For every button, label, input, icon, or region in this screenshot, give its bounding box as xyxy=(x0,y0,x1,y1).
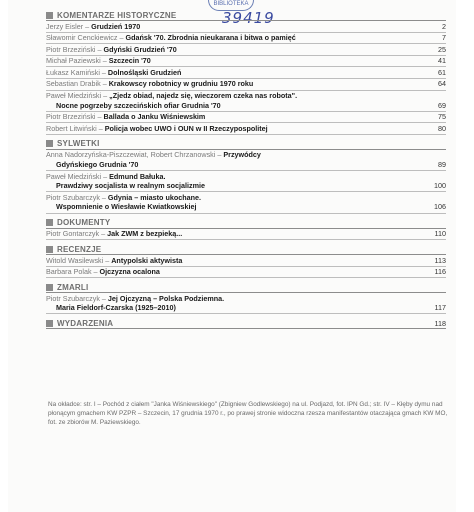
entry-title: Szczecin '70 xyxy=(108,56,151,66)
page-number: 69 xyxy=(438,100,446,110)
library-stamp: BIBLIOTEKA xyxy=(208,0,254,11)
toc-entry xyxy=(46,256,446,267)
section-square-icon xyxy=(46,140,53,147)
toc-entry xyxy=(46,91,446,112)
entry-author: Piotr Brzeziński – xyxy=(46,44,102,54)
entry-title: Edmund Bałuka. xyxy=(109,171,166,181)
entry-title: Krakowscy robotnicy w grudniu 1970 roku xyxy=(108,79,254,89)
toc-entry xyxy=(46,294,446,315)
page-number: 117 xyxy=(434,303,446,313)
page-number: 7 xyxy=(442,33,446,43)
page-number: 116 xyxy=(434,267,446,277)
toc-entry xyxy=(46,229,446,240)
toc-entry xyxy=(46,112,446,123)
toc-entry xyxy=(46,45,446,56)
table-of-contents xyxy=(46,10,446,329)
section-square-icon xyxy=(46,284,53,291)
section-title: SYLWETKI xyxy=(57,139,100,149)
entry-title: Przywódcy xyxy=(223,150,261,160)
entry-title: Policja wobec UWO i OUN w II Rzeczypospolitej xyxy=(104,123,268,133)
page-number: 25 xyxy=(438,44,446,54)
section-header xyxy=(46,139,446,150)
page-number: 80 xyxy=(438,123,446,133)
entry-author: Jerzy Eisler – xyxy=(46,21,90,31)
entry-author: Michał Paziewski – xyxy=(46,56,107,66)
section-square-icon xyxy=(46,320,53,327)
entry-author: Piotr Gontarczyk – xyxy=(46,229,106,238)
entry-title: Gdyński Grudzień '70 xyxy=(103,44,177,54)
page-number: 106 xyxy=(434,202,446,212)
entry-title-continued: Maria Fieldorf-Czarska (1925–2010) xyxy=(56,303,176,313)
toc-entry xyxy=(46,22,446,33)
page-number: 113 xyxy=(434,255,446,265)
section-header xyxy=(46,318,446,329)
entry-author: Piotr Brzeziński – xyxy=(46,112,102,122)
page-number: 64 xyxy=(438,79,446,89)
section-square-icon xyxy=(46,246,53,253)
entry-author: Barbara Polak – xyxy=(46,267,98,277)
entry-author: Paweł Miedziński – xyxy=(46,91,108,101)
toc-entry xyxy=(46,150,446,171)
toc-entry xyxy=(46,68,446,79)
section-header xyxy=(46,282,446,293)
entry-title: Ballada o Janku Wiśniewskim xyxy=(103,112,206,122)
entry-title: Antypolski aktywista xyxy=(111,255,183,265)
toc-entry xyxy=(46,124,446,135)
entry-title-continued: Wspomnienie o Wiesławie Kwiatkowskiej xyxy=(56,202,197,212)
section-title: WYDARZENIA xyxy=(57,318,114,328)
entry-title-continued: Prawdziwy socjalista w realnym socjalizmie xyxy=(56,181,206,191)
section-header xyxy=(46,10,446,21)
toc-entry xyxy=(46,267,446,278)
section-title: KOMENTARZE HISTORYCZNE xyxy=(57,10,177,20)
entry-author: Łukasz Kamiński – xyxy=(46,67,106,77)
entry-author: Witold Wasilewski – xyxy=(46,255,110,265)
toc-entry xyxy=(46,172,446,193)
page-number: 89 xyxy=(438,160,446,170)
section-title: RECENZJE xyxy=(57,244,102,254)
entry-title: Jak ZWM z bezpieką... xyxy=(107,229,183,238)
section-header xyxy=(46,218,446,229)
section-title: ZMARLI xyxy=(57,282,89,292)
toc-entry xyxy=(46,193,446,214)
page-number: 110 xyxy=(434,229,446,238)
entry-author: Sławomir Cenckiewicz – xyxy=(46,33,124,43)
entry-author: Paweł Miedziński – xyxy=(46,171,108,181)
entry-author: Sebastian Drabik – xyxy=(46,79,107,89)
entry-author: Piotr Szubarczyk – xyxy=(46,192,106,202)
handwritten-number: 39419 xyxy=(222,9,275,27)
entry-title: Jej Ojczyzną – Polska Podziemna. xyxy=(107,293,225,303)
entry-title: Dolnośląski Grudzień xyxy=(107,67,182,77)
entry-author: Robert Litwiński – xyxy=(46,123,103,133)
toc-entry xyxy=(46,56,446,67)
page-number: 118 xyxy=(434,318,446,328)
page-number: 100 xyxy=(434,181,446,191)
page-number: 41 xyxy=(438,56,446,66)
entry-title: Gdynia – miasto ukochane. xyxy=(107,192,201,202)
entry-title: Grudzień 1970 xyxy=(91,21,141,31)
entry-title-continued: Nocne pogrzeby szczecińskich ofiar Grudnia '70 xyxy=(56,100,221,110)
cover-note: Na okładce: str. I – Pochód z ciałem "Janka Wiśniewskiego" (Zbigniew Godlewskiego) na ul. Podjazd, fot. IPN Gd.; str. IV – Kłęby dymu nad płonącym gmachem KW PZPR – Szczecin, 17 grudnia 1970 r., po prawej stronie widoczna rzesza manifestantów otaczająca gmach KW MO, fot. ze zbiorów M. Paziewskiego. xyxy=(48,401,448,426)
page-number: 61 xyxy=(438,67,446,77)
page-number: 2 xyxy=(442,21,446,31)
toc-entry xyxy=(46,33,446,44)
section-square-icon xyxy=(46,219,53,226)
section-title: DOKUMENTY xyxy=(57,218,111,227)
entry-author: Anna Nadorzyńska-Piszczewiat, Robert Chrzanowski – xyxy=(46,150,222,160)
entry-title: Gdańsk '70. Zbrodnia nieukarana i bitwa o pamięć xyxy=(125,33,296,43)
toc-entry xyxy=(46,79,446,90)
magazine-page xyxy=(8,0,456,512)
page-number: 75 xyxy=(438,112,446,122)
entry-title-continued: Gdyńskiego Grudnia '70 xyxy=(56,160,139,170)
entry-author: Piotr Szubarczyk – xyxy=(46,293,106,303)
section-header xyxy=(46,244,446,255)
entry-title: Ojczyzna ocalona xyxy=(99,267,160,277)
section-square-icon xyxy=(46,12,53,19)
entry-title: „Zjedz obiad, najedz się, wieczorem czeka nas robota". xyxy=(109,91,298,101)
